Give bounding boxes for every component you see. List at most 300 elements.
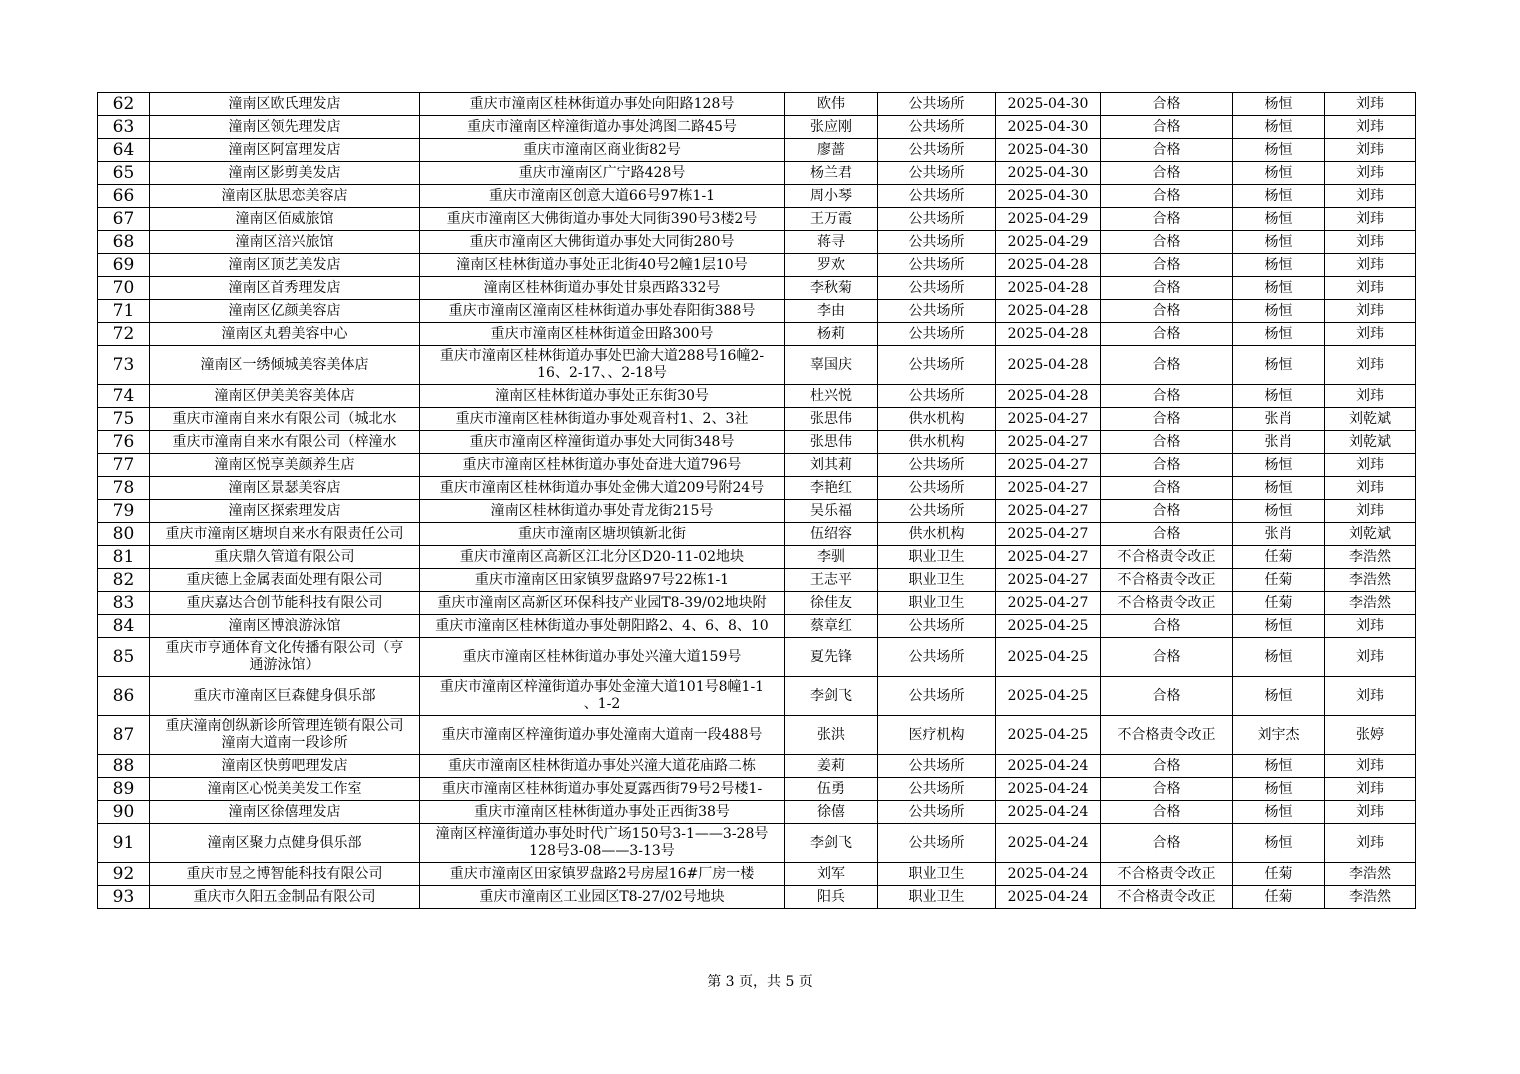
inspection-date-cell: 2025-04-27 [996, 500, 1101, 523]
inspector-secondary-cell: 刘玮 [1325, 454, 1416, 477]
category-cell: 公共场所 [878, 277, 996, 300]
inspection-result-cell: 不合格责令改正 [1101, 592, 1233, 615]
row-number-cell: 80 [98, 523, 150, 546]
row-number-cell: 63 [98, 116, 150, 139]
business-address-cell: 重庆市潼南区创意大道66号97栋1-1 [420, 185, 785, 208]
business-address-cell: 重庆市潼南区桂林街道办事处正西街38号 [420, 801, 785, 824]
business-address-cell: 重庆市潼南区田家镇罗盘路97号22栋1-1 [420, 569, 785, 592]
category-cell: 供水机构 [878, 523, 996, 546]
business-address-cell: 重庆市潼南区大佛街道办事处大同街280号 [420, 231, 785, 254]
table-row [98, 323, 1416, 346]
inspector-primary-cell: 杨恒 [1233, 801, 1325, 824]
inspection-date-cell: 2025-04-30 [996, 185, 1101, 208]
business-name-cell: 潼南区丸碧美容中心 [150, 323, 420, 346]
row-number-cell: 71 [98, 300, 150, 323]
category-cell: 公共场所 [878, 824, 996, 863]
inspection-date-cell: 2025-04-28 [996, 277, 1101, 300]
inspection-result-cell: 合格 [1101, 801, 1233, 824]
table-row [98, 863, 1416, 886]
inspection-date-cell: 2025-04-27 [996, 477, 1101, 500]
category-cell: 公共场所 [878, 385, 996, 408]
inspector-secondary-cell: 刘乾斌 [1325, 431, 1416, 454]
row-number-cell: 85 [98, 638, 150, 677]
business-address-cell: 重庆市潼南区桂林街道办事处朝阳路2、4、6、8、10 [420, 615, 785, 638]
inspection-date-cell: 2025-04-24 [996, 824, 1101, 863]
business-address-cell: 重庆市潼南区梓潼街道办事处潼南大道南一段488号 [420, 716, 785, 755]
category-cell: 公共场所 [878, 162, 996, 185]
responsible-person-cell: 李剑飞 [785, 824, 878, 863]
inspection-date-cell: 2025-04-27 [996, 454, 1101, 477]
inspection-result-cell: 合格 [1101, 677, 1233, 716]
responsible-person-cell: 张思伟 [785, 431, 878, 454]
inspection-result-cell: 合格 [1101, 231, 1233, 254]
inspector-primary-cell: 杨恒 [1233, 208, 1325, 231]
inspector-secondary-cell: 刘玮 [1325, 801, 1416, 824]
row-number-cell: 89 [98, 778, 150, 801]
category-cell: 公共场所 [878, 185, 996, 208]
category-cell: 公共场所 [878, 208, 996, 231]
table-row [98, 801, 1416, 824]
table-row [98, 254, 1416, 277]
row-number-cell: 91 [98, 824, 150, 863]
category-cell: 公共场所 [878, 323, 996, 346]
inspector-primary-cell: 张肖 [1233, 431, 1325, 454]
inspector-secondary-cell: 刘玮 [1325, 477, 1416, 500]
inspection-result-cell: 合格 [1101, 500, 1233, 523]
business-address-cell: 重庆市潼南区高新区江北分区D20-11-02地块 [420, 546, 785, 569]
category-cell: 公共场所 [878, 638, 996, 677]
inspector-secondary-cell: 刘玮 [1325, 778, 1416, 801]
inspector-primary-cell: 杨恒 [1233, 778, 1325, 801]
category-cell: 职业卫生 [878, 569, 996, 592]
row-number-cell: 86 [98, 677, 150, 716]
category-cell: 公共场所 [878, 477, 996, 500]
inspection-result-cell: 合格 [1101, 162, 1233, 185]
business-name-cell: 潼南区悦享美颜养生店 [150, 454, 420, 477]
inspection-result-cell: 合格 [1101, 638, 1233, 677]
business-address-cell: 重庆市潼南区梓潼街道办事处鸿图二路45号 [420, 116, 785, 139]
inspector-secondary-cell: 李浩然 [1325, 863, 1416, 886]
inspector-primary-cell: 杨恒 [1233, 346, 1325, 385]
inspection-result-cell: 合格 [1101, 615, 1233, 638]
inspection-date-cell: 2025-04-24 [996, 778, 1101, 801]
table-row [98, 185, 1416, 208]
inspection-date-cell: 2025-04-24 [996, 801, 1101, 824]
business-address-cell: 重庆市潼南区广宁路428号 [420, 162, 785, 185]
inspection-result-cell: 不合格责令改正 [1101, 716, 1233, 755]
category-cell: 公共场所 [878, 254, 996, 277]
inspection-date-cell: 2025-04-30 [996, 116, 1101, 139]
inspector-secondary-cell: 刘玮 [1325, 93, 1416, 116]
business-name-cell: 潼南区聚力点健身俱乐部 [150, 824, 420, 863]
inspection-result-cell: 合格 [1101, 431, 1233, 454]
inspector-secondary-cell: 刘玮 [1325, 638, 1416, 677]
inspection-result-cell: 合格 [1101, 323, 1233, 346]
inspector-secondary-cell: 刘玮 [1325, 116, 1416, 139]
business-name-cell: 重庆市潼南区巨森健身俱乐部 [150, 677, 420, 716]
table-row [98, 615, 1416, 638]
page-footer: 第 3 页，共 5 页 [707, 974, 813, 990]
inspector-primary-cell: 刘宇杰 [1233, 716, 1325, 755]
table-row [98, 431, 1416, 454]
business-name-cell: 重庆市久阳五金制品有限公司 [150, 886, 420, 909]
inspector-primary-cell: 杨恒 [1233, 185, 1325, 208]
business-address-cell: 重庆市潼南区桂林街道办事处兴潼大道159号 [420, 638, 785, 677]
responsible-person-cell: 李秋菊 [785, 277, 878, 300]
inspection-result-cell: 合格 [1101, 523, 1233, 546]
business-name-cell: 重庆鼎久管道有限公司 [150, 546, 420, 569]
responsible-person-cell: 徐僖 [785, 801, 878, 824]
inspection-result-cell: 合格 [1101, 824, 1233, 863]
responsible-person-cell: 杨兰君 [785, 162, 878, 185]
responsible-person-cell: 蒋寻 [785, 231, 878, 254]
responsible-person-cell: 刘军 [785, 863, 878, 886]
row-number-cell: 70 [98, 277, 150, 300]
inspection-date-cell: 2025-04-24 [996, 886, 1101, 909]
inspection-date-cell: 2025-04-25 [996, 615, 1101, 638]
row-number-cell: 62 [98, 93, 150, 116]
inspection-result-cell: 合格 [1101, 185, 1233, 208]
responsible-person-cell: 张洪 [785, 716, 878, 755]
inspector-primary-cell: 杨恒 [1233, 323, 1325, 346]
category-cell: 公共场所 [878, 116, 996, 139]
inspector-primary-cell: 杨恒 [1233, 385, 1325, 408]
inspector-primary-cell: 杨恒 [1233, 454, 1325, 477]
table-row [98, 569, 1416, 592]
inspector-secondary-cell: 刘乾斌 [1325, 523, 1416, 546]
row-number-cell: 88 [98, 755, 150, 778]
inspection-date-cell: 2025-04-30 [996, 139, 1101, 162]
inspector-primary-cell: 杨恒 [1233, 93, 1325, 116]
business-name-cell: 潼南区阿富理发店 [150, 139, 420, 162]
responsible-person-cell: 罗欢 [785, 254, 878, 277]
inspector-secondary-cell: 刘玮 [1325, 300, 1416, 323]
row-number-cell: 65 [98, 162, 150, 185]
row-number-cell: 67 [98, 208, 150, 231]
row-number-cell: 90 [98, 801, 150, 824]
category-cell: 职业卫生 [878, 886, 996, 909]
category-cell: 医疗机构 [878, 716, 996, 755]
table-row [98, 93, 1416, 116]
table-row [98, 778, 1416, 801]
responsible-person-cell: 周小琴 [785, 185, 878, 208]
business-name-cell: 潼南区景瑟美容店 [150, 477, 420, 500]
row-number-cell: 87 [98, 716, 150, 755]
table-row [98, 592, 1416, 615]
inspection-date-cell: 2025-04-25 [996, 638, 1101, 677]
responsible-person-cell: 阳兵 [785, 886, 878, 909]
business-name-cell: 重庆市潼南自来水有限公司（梓潼水 [150, 431, 420, 454]
responsible-person-cell: 蔡章红 [785, 615, 878, 638]
inspector-secondary-cell: 刘玮 [1325, 500, 1416, 523]
responsible-person-cell: 夏先锋 [785, 638, 878, 677]
business-name-cell: 潼南区影剪美发店 [150, 162, 420, 185]
business-address-cell: 重庆市潼南区梓潼街道办事处金潼大道101号8幢1-1 、1-2 [420, 677, 785, 716]
inspector-secondary-cell: 刘玮 [1325, 385, 1416, 408]
table-row [98, 408, 1416, 431]
row-number-cell: 72 [98, 323, 150, 346]
inspector-secondary-cell: 刘玮 [1325, 254, 1416, 277]
business-address-cell: 重庆市潼南区塘坝镇新北街 [420, 523, 785, 546]
inspector-secondary-cell: 刘乾斌 [1325, 408, 1416, 431]
inspection-result-cell: 合格 [1101, 346, 1233, 385]
category-cell: 公共场所 [878, 755, 996, 778]
row-number-cell: 76 [98, 431, 150, 454]
business-address-cell: 重庆市潼南区桂林街道办事处夏露西街79号2号楼1- [420, 778, 785, 801]
business-address-cell: 重庆市潼南区桂林街道办事处向阳路128号 [420, 93, 785, 116]
responsible-person-cell: 辜国庆 [785, 346, 878, 385]
inspector-secondary-cell: 刘玮 [1325, 139, 1416, 162]
inspector-primary-cell: 杨恒 [1233, 116, 1325, 139]
inspector-primary-cell: 任菊 [1233, 886, 1325, 909]
business-name-cell: 潼南区心悦美美发工作室 [150, 778, 420, 801]
inspector-primary-cell: 杨恒 [1233, 615, 1325, 638]
inspector-secondary-cell: 刘玮 [1325, 677, 1416, 716]
inspection-date-cell: 2025-04-29 [996, 208, 1101, 231]
inspector-primary-cell: 杨恒 [1233, 477, 1325, 500]
inspection-result-cell: 合格 [1101, 778, 1233, 801]
business-name-cell: 重庆市亨通体育文化传播有限公司（亨 通游泳馆） [150, 638, 420, 677]
responsible-person-cell: 廖蔷 [785, 139, 878, 162]
inspector-primary-cell: 杨恒 [1233, 254, 1325, 277]
business-address-cell: 重庆市潼南区桂林街道办事处奋进大道796号 [420, 454, 785, 477]
business-name-cell: 潼南区博浪游泳馆 [150, 615, 420, 638]
inspector-primary-cell: 杨恒 [1233, 824, 1325, 863]
inspection-result-cell: 合格 [1101, 116, 1233, 139]
table-row [98, 300, 1416, 323]
inspection-date-cell: 2025-04-30 [996, 162, 1101, 185]
business-address-cell: 重庆市潼南区桂林街道办事处巴渝大道288号16幢2- 16、2-17、、2-18号 [420, 346, 785, 385]
inspector-primary-cell: 杨恒 [1233, 500, 1325, 523]
business-name-cell: 重庆潼南创纵新诊所管理连锁有限公司 潼南大道南一段诊所 [150, 716, 420, 755]
business-address-cell: 重庆市潼南区大佛街道办事处大同街390号3楼2号 [420, 208, 785, 231]
inspection-date-cell: 2025-04-28 [996, 323, 1101, 346]
inspection-result-cell: 合格 [1101, 477, 1233, 500]
business-address-cell: 重庆市潼南区商业街82号 [420, 139, 785, 162]
responsible-person-cell: 张应刚 [785, 116, 878, 139]
category-cell: 公共场所 [878, 615, 996, 638]
inspector-secondary-cell: 刘玮 [1325, 755, 1416, 778]
business-name-cell: 潼南区亿颜美容店 [150, 300, 420, 323]
table-row [98, 500, 1416, 523]
row-number-cell: 69 [98, 254, 150, 277]
business-address-cell: 重庆市潼南区桂林街道办事处兴潼大道花庙路二栋 [420, 755, 785, 778]
business-name-cell: 重庆德上金属表面处理有限公司 [150, 569, 420, 592]
inspection-date-cell: 2025-04-30 [996, 93, 1101, 116]
responsible-person-cell: 李艳红 [785, 477, 878, 500]
category-cell: 公共场所 [878, 500, 996, 523]
table-row [98, 116, 1416, 139]
inspection-date-cell: 2025-04-25 [996, 716, 1101, 755]
inspector-secondary-cell: 刘玮 [1325, 824, 1416, 863]
business-address-cell: 重庆市潼南区梓潼街道办事处大同街348号 [420, 431, 785, 454]
table-row [98, 208, 1416, 231]
table-row [98, 385, 1416, 408]
inspection-result-cell: 合格 [1101, 300, 1233, 323]
table-row [98, 454, 1416, 477]
category-cell: 公共场所 [878, 778, 996, 801]
inspection-date-cell: 2025-04-29 [996, 231, 1101, 254]
inspector-secondary-cell: 刘玮 [1325, 346, 1416, 385]
business-address-cell: 重庆市潼南区高新区环保科技产业园T8-39/02地块附 [420, 592, 785, 615]
inspection-date-cell: 2025-04-27 [996, 546, 1101, 569]
table-row [98, 523, 1416, 546]
business-address-cell: 潼南区桂林街道办事处正北街40号2幢1层10号 [420, 254, 785, 277]
table-row [98, 139, 1416, 162]
inspector-primary-cell: 杨恒 [1233, 277, 1325, 300]
responsible-person-cell: 杨莉 [785, 323, 878, 346]
row-number-cell: 68 [98, 231, 150, 254]
responsible-person-cell: 李由 [785, 300, 878, 323]
row-number-cell: 75 [98, 408, 150, 431]
business-name-cell: 潼南区一绣倾城美容美体店 [150, 346, 420, 385]
inspection-result-cell: 不合格责令改正 [1101, 569, 1233, 592]
table-row [98, 755, 1416, 778]
business-name-cell: 潼南区佰威旅馆 [150, 208, 420, 231]
inspector-primary-cell: 杨恒 [1233, 162, 1325, 185]
inspection-date-cell: 2025-04-24 [996, 863, 1101, 886]
inspector-secondary-cell: 刘玮 [1325, 323, 1416, 346]
inspection-date-cell: 2025-04-27 [996, 569, 1101, 592]
business-address-cell: 潼南区梓潼街道办事处时代广场150号3-1——3-28号 128号3-08——3-13号 [420, 824, 785, 863]
row-number-cell: 77 [98, 454, 150, 477]
inspection-date-cell: 2025-04-28 [996, 300, 1101, 323]
category-cell: 公共场所 [878, 93, 996, 116]
inspection-result-cell: 合格 [1101, 139, 1233, 162]
business-address-cell: 潼南区桂林街道办事处青龙街215号 [420, 500, 785, 523]
business-name-cell: 重庆市潼南区塘坝自来水有限责任公司 [150, 523, 420, 546]
responsible-person-cell: 李剑飞 [785, 677, 878, 716]
inspection-result-cell: 合格 [1101, 254, 1233, 277]
business-name-cell: 潼南区首秀理发店 [150, 277, 420, 300]
inspection-result-cell: 不合格责令改正 [1101, 886, 1233, 909]
responsible-person-cell: 姜莉 [785, 755, 878, 778]
category-cell: 供水机构 [878, 431, 996, 454]
inspector-secondary-cell: 刘玮 [1325, 208, 1416, 231]
category-cell: 公共场所 [878, 454, 996, 477]
inspector-secondary-cell: 李浩然 [1325, 592, 1416, 615]
row-number-cell: 66 [98, 185, 150, 208]
responsible-person-cell: 张思伟 [785, 408, 878, 431]
business-address-cell: 潼南区桂林街道办事处甘泉西路332号 [420, 277, 785, 300]
category-cell: 公共场所 [878, 801, 996, 824]
table-row [98, 546, 1416, 569]
category-cell: 公共场所 [878, 677, 996, 716]
inspection-result-cell: 合格 [1101, 277, 1233, 300]
row-number-cell: 64 [98, 139, 150, 162]
inspector-primary-cell: 杨恒 [1233, 638, 1325, 677]
responsible-person-cell: 欧伟 [785, 93, 878, 116]
inspector-secondary-cell: 张婷 [1325, 716, 1416, 755]
table-row [98, 677, 1416, 716]
inspector-primary-cell: 张肖 [1233, 523, 1325, 546]
business-address-cell: 重庆市潼南区桂林街道办事处金佛大道209号附24号 [420, 477, 785, 500]
category-cell: 公共场所 [878, 300, 996, 323]
category-cell: 供水机构 [878, 408, 996, 431]
row-number-cell: 82 [98, 569, 150, 592]
business-address-cell: 重庆市潼南区潼南区桂林街道办事处春阳街388号 [420, 300, 785, 323]
inspection-result-cell: 合格 [1101, 385, 1233, 408]
inspector-primary-cell: 杨恒 [1233, 139, 1325, 162]
row-number-cell: 79 [98, 500, 150, 523]
responsible-person-cell: 王万霞 [785, 208, 878, 231]
inspection-date-cell: 2025-04-28 [996, 385, 1101, 408]
inspector-secondary-cell: 刘玮 [1325, 231, 1416, 254]
inspection-result-cell: 合格 [1101, 408, 1233, 431]
table-row [98, 638, 1416, 677]
business-name-cell: 重庆市昱之博智能科技有限公司 [150, 863, 420, 886]
business-name-cell: 潼南区肽思恋美容店 [150, 185, 420, 208]
table-row [98, 162, 1416, 185]
inspection-date-cell: 2025-04-28 [996, 346, 1101, 385]
inspector-primary-cell: 任菊 [1233, 546, 1325, 569]
row-number-cell: 93 [98, 886, 150, 909]
table-row [98, 824, 1416, 863]
row-number-cell: 92 [98, 863, 150, 886]
inspection-date-cell: 2025-04-27 [996, 431, 1101, 454]
business-name-cell: 潼南区快剪吧理发店 [150, 755, 420, 778]
inspection-result-cell: 合格 [1101, 454, 1233, 477]
category-cell: 职业卫生 [878, 863, 996, 886]
business-name-cell: 潼南区涪兴旅馆 [150, 231, 420, 254]
inspection-result-cell: 不合格责令改正 [1101, 863, 1233, 886]
business-address-cell: 重庆市潼南区桂林街道办事处观音村1、2、3社 [420, 408, 785, 431]
inspection-date-cell: 2025-04-27 [996, 523, 1101, 546]
inspection-records-table [97, 92, 1416, 909]
responsible-person-cell: 徐佳友 [785, 592, 878, 615]
category-cell: 公共场所 [878, 139, 996, 162]
inspector-secondary-cell: 李浩然 [1325, 546, 1416, 569]
table-row [98, 277, 1416, 300]
row-number-cell: 81 [98, 546, 150, 569]
row-number-cell: 74 [98, 385, 150, 408]
responsible-person-cell: 吴乐福 [785, 500, 878, 523]
business-address-cell: 重庆市潼南区工业园区T8-27/02号地块 [420, 886, 785, 909]
responsible-person-cell: 刘其莉 [785, 454, 878, 477]
business-address-cell: 潼南区桂林街道办事处正东街30号 [420, 385, 785, 408]
business-name-cell: 重庆嘉达合创节能科技有限公司 [150, 592, 420, 615]
category-cell: 职业卫生 [878, 592, 996, 615]
row-number-cell: 83 [98, 592, 150, 615]
responsible-person-cell: 李驯 [785, 546, 878, 569]
inspector-secondary-cell: 刘玮 [1325, 185, 1416, 208]
category-cell: 公共场所 [878, 231, 996, 254]
inspection-date-cell: 2025-04-25 [996, 677, 1101, 716]
business-address-cell: 重庆市潼南区田家镇罗盘路2号房屋16#厂房一楼 [420, 863, 785, 886]
business-name-cell: 重庆市潼南自来水有限公司（城北水 [150, 408, 420, 431]
responsible-person-cell: 王志平 [785, 569, 878, 592]
row-number-cell: 78 [98, 477, 150, 500]
inspector-secondary-cell: 刘玮 [1325, 615, 1416, 638]
category-cell: 公共场所 [878, 346, 996, 385]
inspection-date-cell: 2025-04-27 [996, 408, 1101, 431]
responsible-person-cell: 伍绍容 [785, 523, 878, 546]
inspection-result-cell: 合格 [1101, 208, 1233, 231]
inspector-primary-cell: 任菊 [1233, 863, 1325, 886]
business-name-cell: 潼南区伊美美容美体店 [150, 385, 420, 408]
responsible-person-cell: 伍勇 [785, 778, 878, 801]
inspector-primary-cell: 杨恒 [1233, 755, 1325, 778]
inspector-primary-cell: 任菊 [1233, 569, 1325, 592]
row-number-cell: 73 [98, 346, 150, 385]
inspection-result-cell: 合格 [1101, 755, 1233, 778]
inspector-secondary-cell: 刘玮 [1325, 277, 1416, 300]
inspector-secondary-cell: 刘玮 [1325, 162, 1416, 185]
inspection-date-cell: 2025-04-24 [996, 755, 1101, 778]
inspection-date-cell: 2025-04-28 [996, 254, 1101, 277]
inspector-primary-cell: 张肖 [1233, 408, 1325, 431]
table-row [98, 346, 1416, 385]
